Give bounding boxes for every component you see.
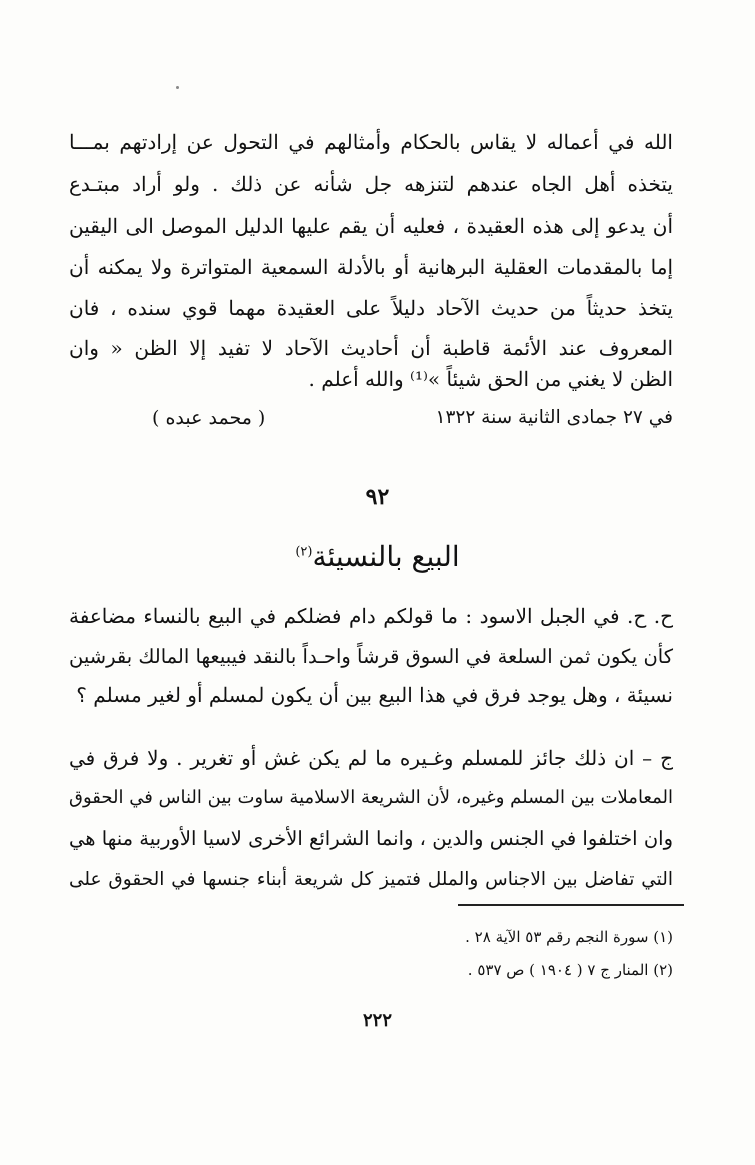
footnote: (٢) المنار ج ٧ ( ١٩٠٤ ) ص ٥٣٧ .: [467, 961, 673, 979]
answer-line: التي تفاضل بين الاجناس والملل فتميز كل شريعة أبناء جنسها في الحقوق على: [69, 869, 673, 890]
continuation-line: المعروف عند الأئمة قاطبة أن أحاديث الآحاد لا تفيد إلا الظن « وان: [69, 336, 673, 360]
signature: ( محمد عبده ): [152, 407, 266, 429]
footnote: (١) سورة النجم رقم ٥٣ الآية ٢٨ .: [465, 928, 673, 946]
answer-line: ج – ان ذلك جائز للمسلم وغـيره ما لم يكن غش أو تغرير . ولا فرق في: [69, 746, 673, 770]
answer-line: وان اختلفوا في الجنس والدين ، وانما الشرائع الأخرى لاسيا الأوربية منها هي: [69, 827, 673, 850]
question-line: كأن يكون ثمن السلعة في السوق قرشاً واحـداً بالنقد فيبيعها المالك بقرشين: [69, 645, 673, 668]
article-title-footnote-ref: (٢): [295, 544, 313, 560]
continuation-line: الظن لا يغني من الحق شيئاً »⁽¹⁾ والله أعلم .: [308, 367, 673, 391]
page-number: ٢٢٢: [362, 1010, 392, 1031]
continuation-line: يتخذه أهل الجاه عندهم لتنزهه جل شأنه عن ذلك . ولو أراد مبتـدع: [69, 172, 673, 196]
article-title-text: البيع بالنسيئة: [312, 540, 460, 573]
continuation-line: أن يدعو إلى هذه العقيدة ، فعليه أن يقم عليها الدليل الموصل الى اليقين: [69, 214, 673, 238]
continuation-line: إما بالمقدمات العقلية البرهانية أو بالأدلة السمعية المتواترة ولا يمكنه أن: [69, 255, 673, 279]
article-number: ٩٢: [365, 484, 390, 510]
question-line: ح. ح. في الجبل الاسود : ما قولكم دام فضلكم في البيع بالنساء مضاعفة: [69, 604, 673, 628]
question-line: نسيئة ، وهل يوجد فرق في هذا البيع بين أن يكون لمسلم أو لغير مسلم ؟: [76, 683, 673, 707]
answer-line: المعاملات بين المسلم وغيره، لأن الشريعة الاسلامية ساوت بين الناس في الحقوق: [69, 787, 673, 808]
continuation-line: يتخذ حديثاً من حديث الآحاد دليلاً على العقيدة مهما قوي سنده ، فان: [69, 296, 673, 320]
article-title: [0, 540, 755, 573]
paper-speck: [176, 86, 179, 89]
footnote-separator: [458, 904, 684, 906]
continuation-line: الله في أعماله لا يقاس بالحكام وأمثالهم في التحول عن إرادتهم بمـــا: [69, 130, 673, 154]
fatwa-date: في ٢٧ جمادى الثانية سنة ١٣٢٢: [435, 407, 673, 428]
